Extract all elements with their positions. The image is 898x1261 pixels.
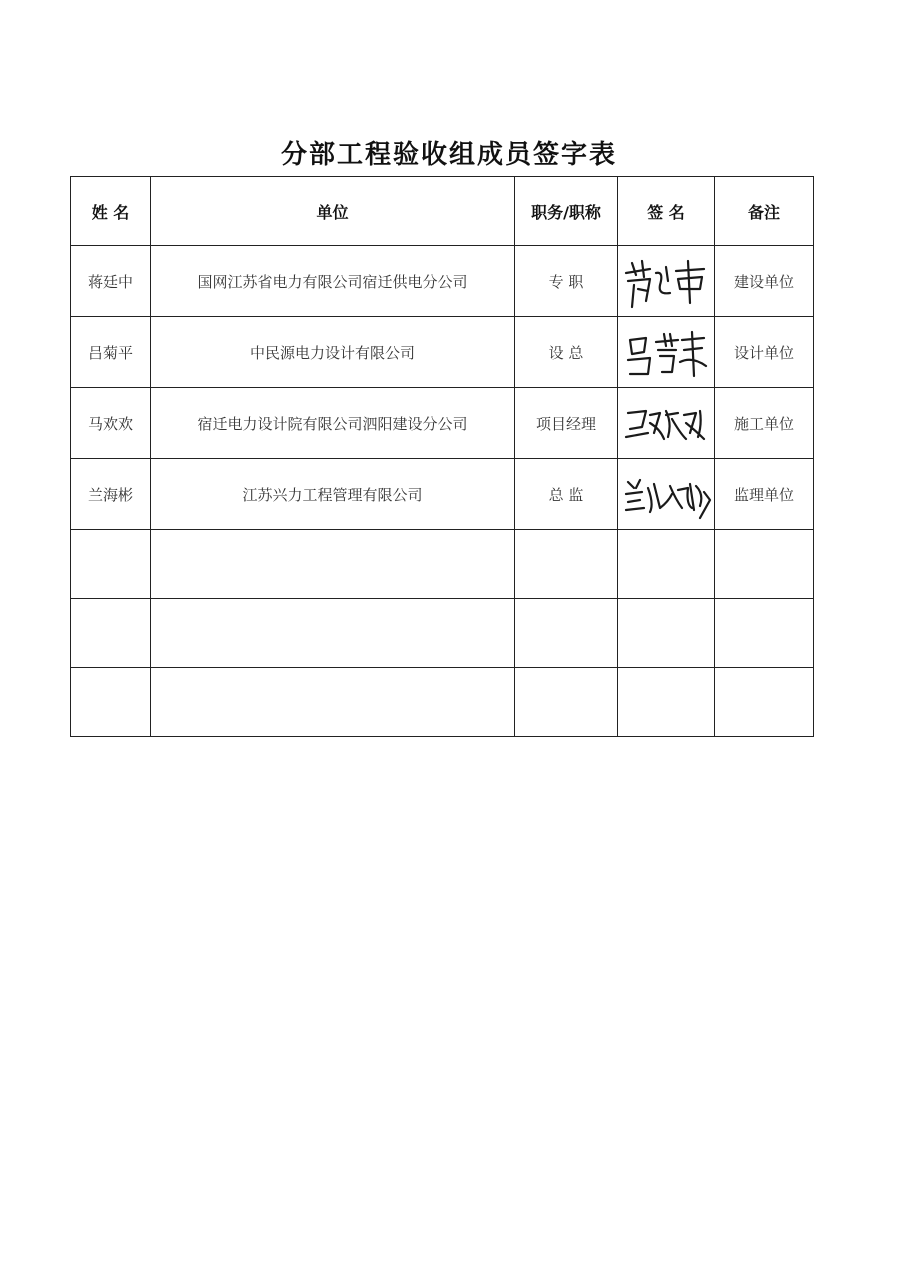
handwritten-signature (620, 322, 712, 382)
cell-empty (71, 599, 151, 668)
cell-unit: 江苏兴力工程管理有限公司 (151, 459, 515, 530)
cell-signature (618, 317, 715, 388)
table-row (71, 599, 814, 668)
cell-position: 专 职 (515, 246, 618, 317)
header-unit: 单位 (151, 177, 515, 246)
cell-empty (515, 668, 618, 737)
cell-remark: 设计单位 (715, 317, 814, 388)
handwritten-signature (620, 393, 712, 453)
cell-position: 总 监 (515, 459, 618, 530)
cell-remark: 施工单位 (715, 388, 814, 459)
table-row (71, 317, 814, 388)
cell-signature (618, 459, 715, 530)
handwritten-signature (620, 251, 712, 311)
cell-name: 蒋廷中 (71, 246, 151, 317)
handwritten-signature (620, 464, 712, 524)
cell-position: 项目经理 (515, 388, 618, 459)
cell-empty (71, 668, 151, 737)
cell-name: 兰海彬 (71, 459, 151, 530)
cell-name: 马欢欢 (71, 388, 151, 459)
header-name: 姓 名 (71, 177, 151, 246)
cell-unit: 中民源电力设计有限公司 (151, 317, 515, 388)
cell-unit: 国网江苏省电力有限公司宿迁供电分公司 (151, 246, 515, 317)
cell-empty (715, 668, 814, 737)
cell-empty (618, 530, 715, 599)
cell-empty (151, 599, 515, 668)
cell-signature (618, 388, 715, 459)
page-title: 分部工程验收组成员签字表 (280, 140, 617, 170)
table-row (71, 668, 814, 737)
table-row (71, 246, 814, 317)
cell-empty (71, 530, 151, 599)
cell-empty (515, 530, 618, 599)
header-remark: 备注 (715, 177, 814, 246)
cell-empty (618, 668, 715, 737)
table-row (71, 530, 814, 599)
cell-signature (618, 246, 715, 317)
table-row (71, 459, 814, 530)
cell-position: 设 总 (515, 317, 618, 388)
table-row (71, 388, 814, 459)
cell-remark: 监理单位 (715, 459, 814, 530)
signature-table (70, 176, 814, 737)
table-header-row (71, 177, 814, 246)
cell-empty (151, 530, 515, 599)
cell-empty (618, 599, 715, 668)
cell-remark: 建设单位 (715, 246, 814, 317)
cell-empty (715, 599, 814, 668)
header-position: 职务/职称 (515, 177, 618, 246)
cell-empty (151, 668, 515, 737)
cell-unit: 宿迁电力设计院有限公司泗阳建设分公司 (151, 388, 515, 459)
cell-empty (515, 599, 618, 668)
cell-empty (715, 530, 814, 599)
cell-name: 吕菊平 (71, 317, 151, 388)
header-signature: 签 名 (618, 177, 715, 246)
